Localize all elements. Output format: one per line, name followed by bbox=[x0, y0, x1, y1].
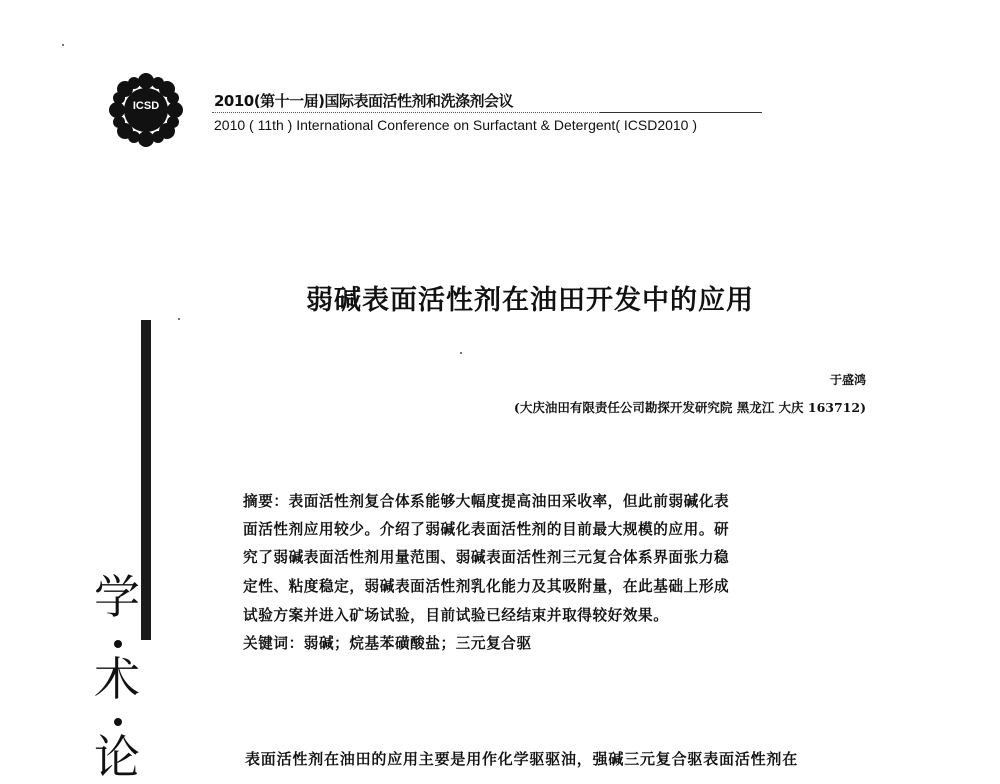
abstract-text: 表面活性剂复合体系能够大幅度提高油田采收率，但此前弱碱化表 bbox=[288, 493, 730, 510]
section-label-dot bbox=[114, 640, 122, 648]
section-label-char: 学 bbox=[94, 570, 140, 624]
conference-title-en: 2010 ( 11th ) International Conference on Surfactant & Detergent( ICSD2010 ) bbox=[214, 117, 698, 133]
author-name: 于盛鸿 bbox=[829, 373, 866, 387]
scan-speck bbox=[178, 318, 180, 320]
abstract-line: 定性、粘度稳定，弱碱表面活性剂乳化能力及其吸附量，在此基础上形成 bbox=[243, 578, 730, 595]
abstract-label: 摘要： bbox=[243, 493, 289, 510]
scan-speck bbox=[62, 44, 64, 46]
icsd-logo bbox=[108, 72, 184, 148]
scan-speck bbox=[460, 352, 462, 354]
abstract-line: 究了弱碱表面活性剂用量范围、弱碱表面活性剂三元复合体系界面张力稳 bbox=[243, 549, 730, 566]
body-text-first-line: 表面活性剂在油田的应用主要是用作化学驱驱油，强碱三元复合驱表面活性剂在 bbox=[245, 750, 799, 768]
abstract-line bbox=[243, 490, 729, 511]
section-label-dot bbox=[114, 718, 122, 726]
author-affiliation: (大庆油田有限责任公司勘探开发研究院 黑龙江 大庆 163712) bbox=[513, 400, 866, 415]
section-label-char: 论 bbox=[94, 730, 140, 784]
keywords-line bbox=[243, 632, 532, 653]
section-sidebar-bar bbox=[141, 320, 151, 640]
article-title: 弱碱表面活性剂在油田开发中的应用 bbox=[306, 285, 754, 316]
section-label-char: 术 bbox=[94, 652, 140, 706]
logo-text: ICSD bbox=[132, 100, 160, 112]
conference-title-cn: 2010(第十一届)国际表面活性剂和洗涤剂会议 bbox=[214, 92, 513, 110]
abstract-line: 试验方案并进入矿场试验，目前试验已经结束并取得较好效果。 bbox=[243, 607, 669, 624]
keywords-text: 弱碱；烷基苯磺酸盐；三元复合驱 bbox=[303, 635, 532, 652]
keywords-label: 关键词： bbox=[243, 635, 304, 652]
abstract-line: 面活性剂应用较少。介绍了弱碱化表面活性剂的目前最大规模的应用。研 bbox=[243, 521, 730, 538]
header-divider-solid bbox=[600, 112, 762, 113]
